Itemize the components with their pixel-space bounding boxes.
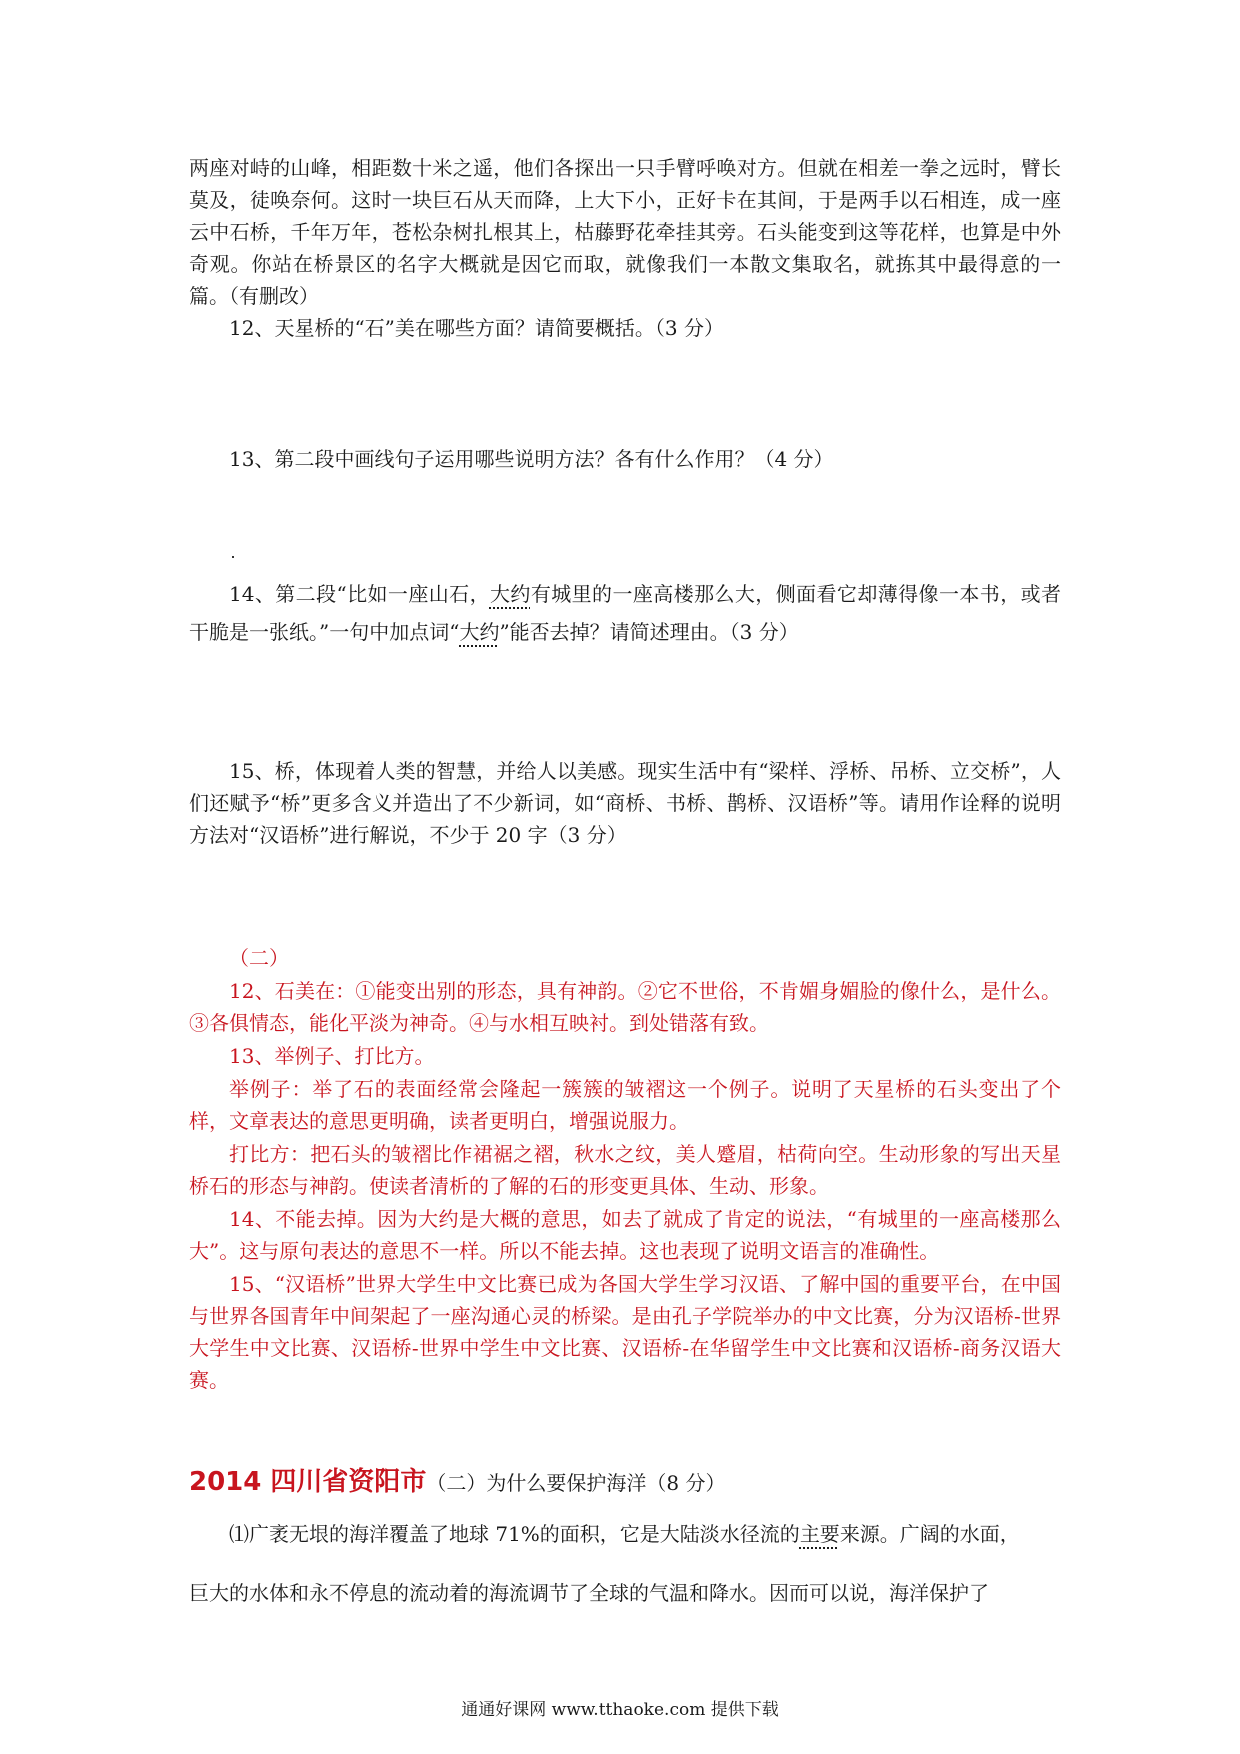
- dotted-word-dayue: 大约: [489, 582, 531, 606]
- question-15: 15、桥，体现着人类的智慧，并给人以美感。现实生活中有“梁样、浮桥、吊桥、立交桥”，人们还赋予“桥”更多含义并造出了不少新词，如“商桥、书桥、鹊桥、汉语桥”等。请用作诠释的说明方法对“汉语桥”进行解说，不少于 20 字（3 分）: [189, 759, 1061, 847]
- next-section-paragraph-2: 巨大的水体和永不停息的流动着的海流调节了全球的气温和降水。因而可以说，海洋保护了: [189, 1581, 989, 1605]
- answer-12: 12、石美在：①能变出别的形态，具有神韵。②它不世俗，不肯媚身媚脸的像什么，是什么。③各俱情态，能化平淡为神奇。④与水相互映衬。到处错落有致。: [189, 979, 1061, 1035]
- answer-13-metaphor: 打比方：把石头的皱褶比作裙裾之褶，秋水之纹，美人蹙眉，枯荷向空。生动形象的写出天星桥石的形态与神韵。使读者清析的了解的石的形变更具体、生动、形象。: [189, 1142, 1061, 1198]
- page-footer: 通通好课网 www.tthaoke.com 提供下载: [461, 1700, 779, 1720]
- next-section-subtitle: （二）为什么要保护海洋（8 分）: [426, 1471, 726, 1495]
- next-section-text-a: ⑴广袤无垠的海洋覆盖了地球 71%的面积，它是大陆淡水径流的: [229, 1522, 800, 1546]
- next-section-text-c: 来源。广阔的水面，: [839, 1522, 1020, 1546]
- question-14: [189, 575, 1061, 651]
- answer-section-label: （二）: [229, 946, 289, 970]
- question-13: 13、第二段中画线句子运用哪些说明方法？各有什么作用？（4 分）: [229, 447, 834, 471]
- question-12: 12、天星桥的“石”美在哪些方面？请简要概括。（3 分）: [229, 316, 724, 340]
- answer-14: 14、不能去掉。因为大约是大概的意思，如去了就成了肯定的说法，“有城里的一座高楼那么大”。这与原句表达的意思不一样。所以不能去掉。这也表现了说明文语言的准确性。: [189, 1207, 1061, 1263]
- question-14-text-c: 有城里的一座高楼那么大，侧面看它却薄得像一本书，或者干脆是一张纸。”一句中加点词“: [189, 582, 1062, 644]
- stray-dot: [232, 556, 234, 558]
- dotted-word-zhuyao: 主要: [799, 1522, 840, 1546]
- question-14-text-a: 14、第二段“比如一座山石，: [229, 582, 490, 606]
- dotted-word-dayue-quoted: 大约: [459, 620, 500, 644]
- answer-15: 15、“汉语桥”世界大学生中文比赛已成为各国大学生学习汉语、了解中国的重要平台，在中国与世界各国青年中间架起了一座沟通心灵的桥梁。是由孔子学院举办的中文比赛，分为汉语桥-世界大学生中文比赛、汉语桥-世界中学生中文比赛、汉语桥-在华留学生中文比赛和汉语桥-商务汉语大赛。: [189, 1272, 1061, 1392]
- passage-paragraph: 两座对峙的山峰，相距数十米之遥，他们各探出一只手臂呼唤对方。但就在相差一拳之远时，臂长莫及，徒唤奈何。这时一块巨石从天而降，上大下小，正好卡在其间，于是两手以石相连，成一座云中石桥，千年万年，苍松杂树扎根其上，枯藤野花牵挂其旁。石头能变到这等花样，也算是中外奇观。你站在桥景区的名字大概就是因它而取，就像我们一本散文集取名，就拣其中最得意的一篇。（有删改）: [189, 156, 1061, 308]
- answer-13-example: 举例子：举了石的表面经常会隆起一簇簇的皱褶这一个例子。说明了天星桥的石头变出了个样，文章表达的意思更明确，读者更明白，增强说服力。: [189, 1077, 1061, 1133]
- next-section-paragraph-1: [189, 1518, 1061, 1550]
- answer-13: 13、举例子、打比方。: [229, 1044, 435, 1068]
- question-14-text-e: ”能否去掉？请简述理由。（3 分）: [499, 620, 799, 644]
- next-section-heading: [189, 1462, 726, 1503]
- next-section-title: 2014 四川省资阳市: [189, 1467, 427, 1497]
